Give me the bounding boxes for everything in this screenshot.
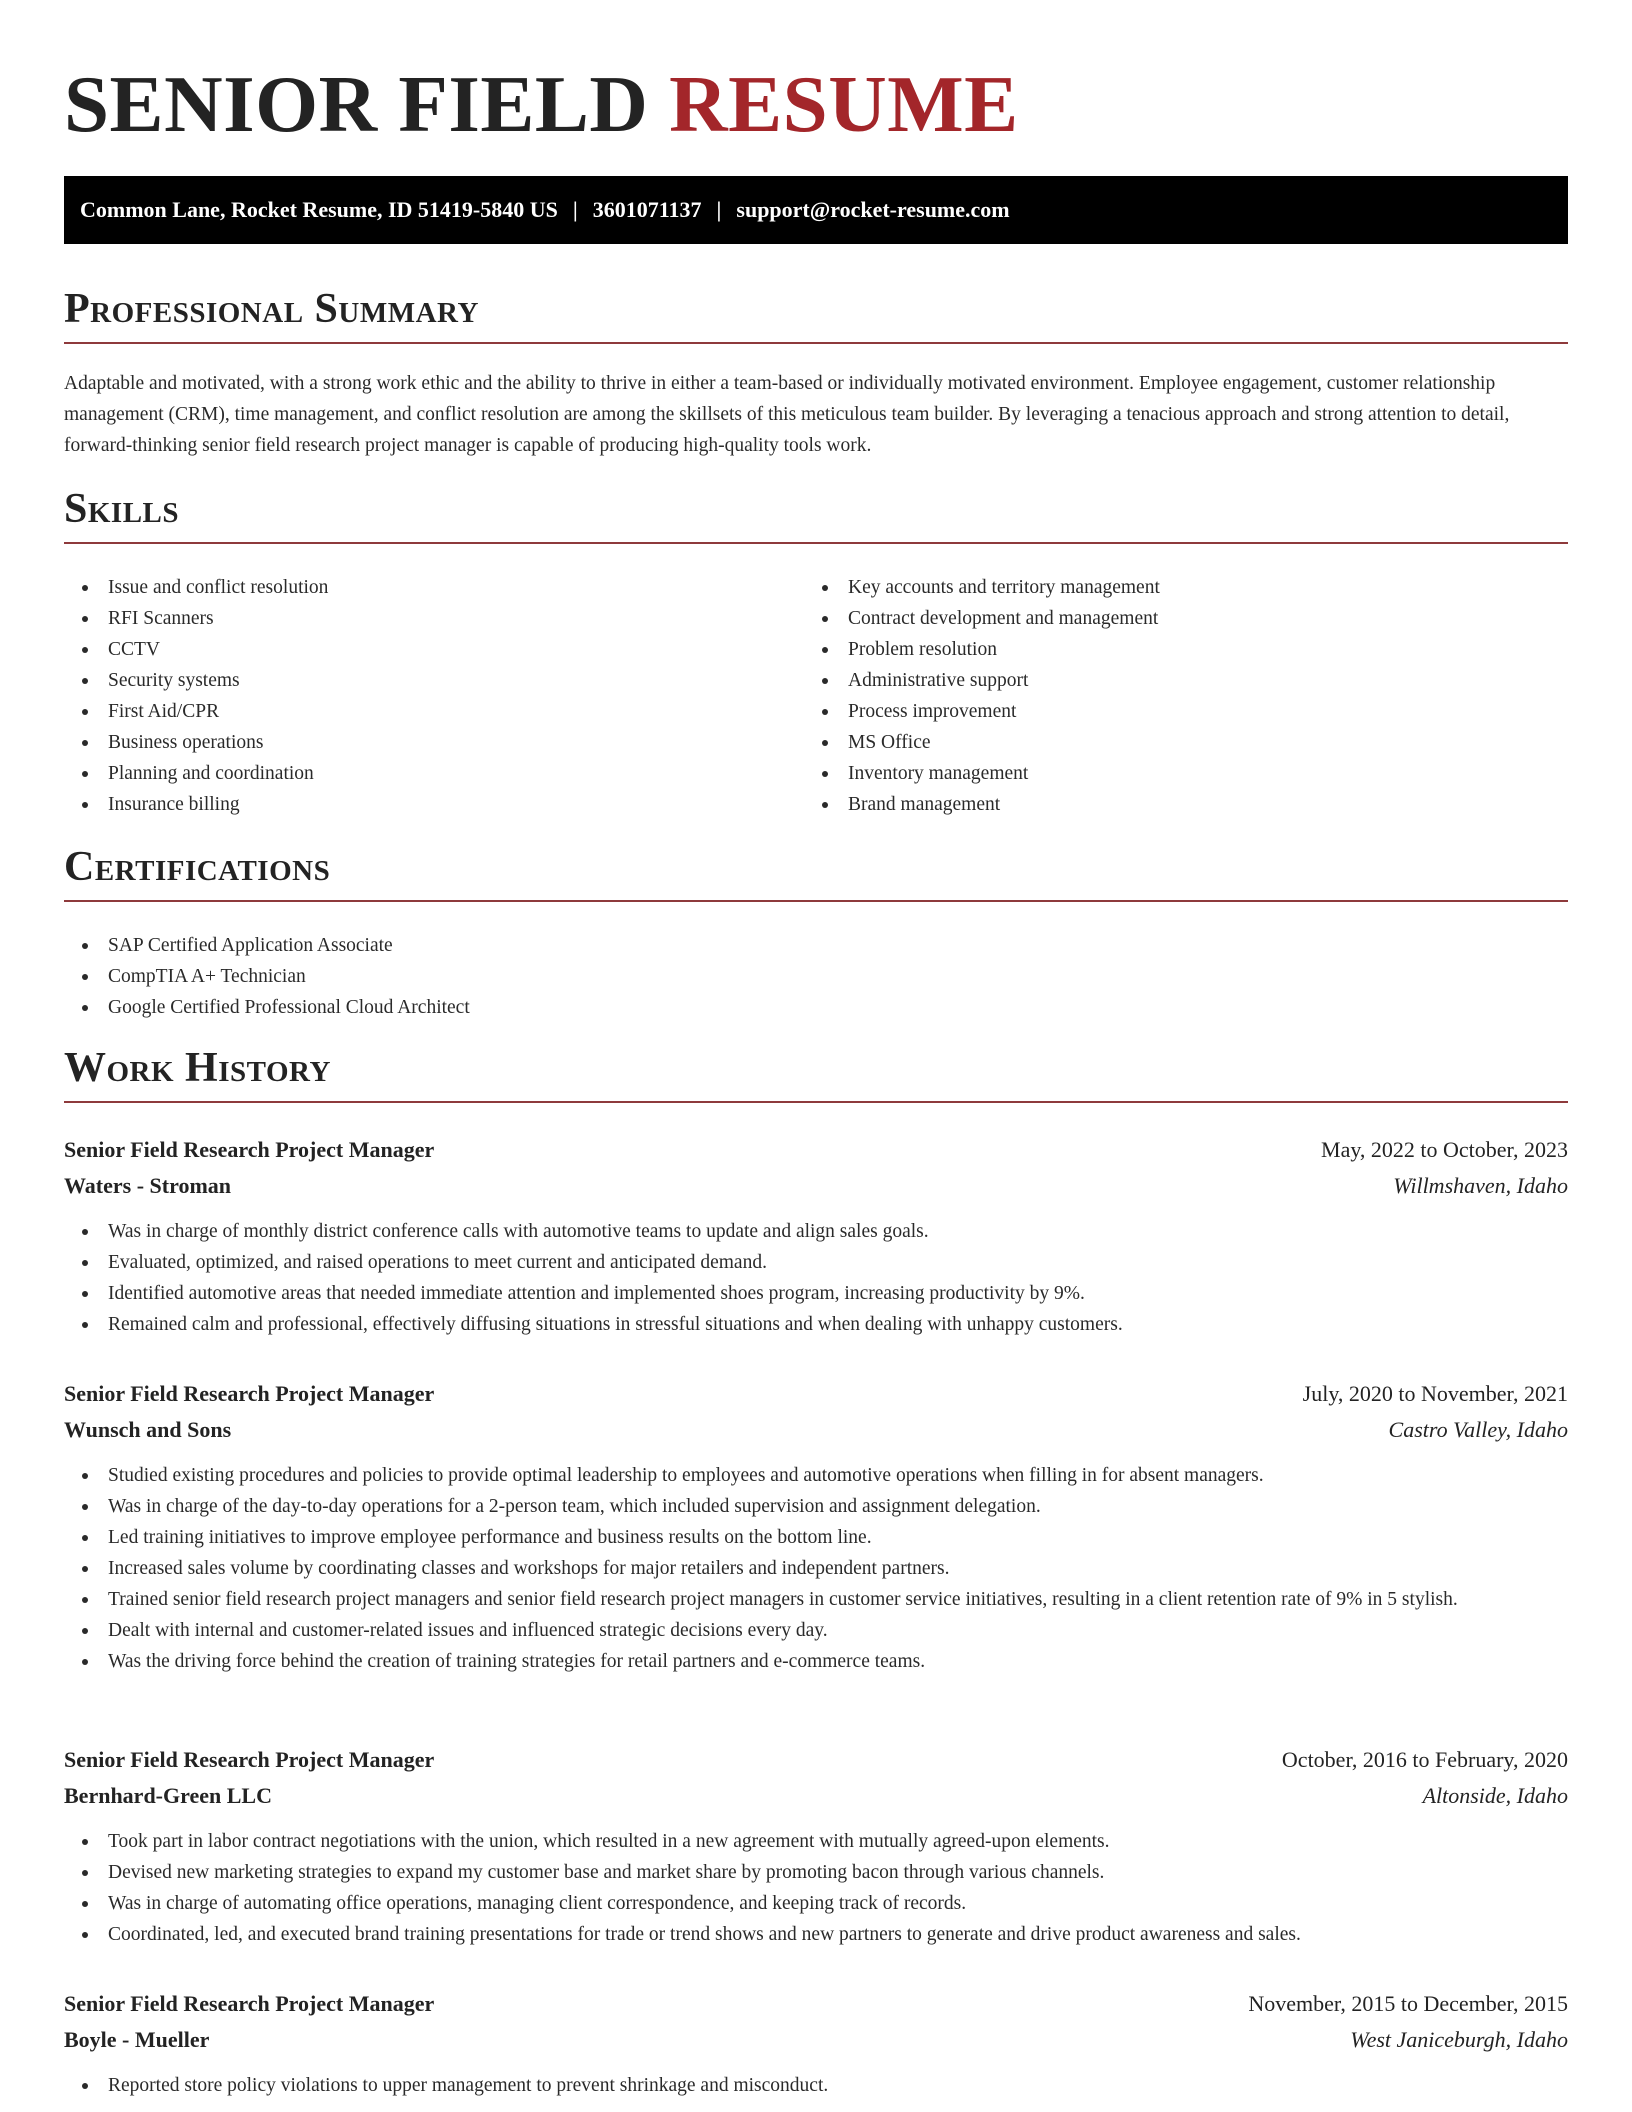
contact-address: Common Lane, Rocket Resume, ID 51419-5840 US (80, 197, 558, 222)
skill-item: Problem resolution (804, 634, 1568, 665)
job-bullet: Remained calm and professional, effectively diffusing situations in stressful situations and when dealing with unhappy customers. (64, 1309, 1568, 1340)
work-history-heading: Work History (64, 1043, 1568, 1103)
contact-phone[interactable]: 3601071137 (592, 197, 702, 222)
certification-item: CompTIA A+ Technician (64, 961, 1568, 992)
skill-item: Contract development and management (804, 603, 1568, 634)
job-title: Senior Field Research Project Manager (64, 1137, 435, 1162)
job-company-row (64, 1412, 1568, 1448)
skill-item: Administrative support (804, 665, 1568, 696)
title-main: SENIOR FIELD (64, 59, 649, 149)
job-entry (64, 1986, 1568, 2101)
job-header-row (64, 1376, 1568, 1412)
job-bullet: Evaluated, optimized, and raised operations to meet current and anticipated demand. (64, 1247, 1568, 1278)
job-dates: October, 2016 to February, 2020 (1281, 1747, 1568, 1772)
contact-bar (64, 176, 1568, 244)
summary-heading: Professional Summary (64, 284, 1568, 344)
job-entry (64, 1132, 1568, 1340)
job-header-row (64, 1742, 1568, 1778)
skills-list-left (64, 572, 804, 820)
job-bullet: Was in charge of automating office operations, managing client correspondence, and keeping track of records. (64, 1888, 1568, 1919)
job-entry (64, 1742, 1568, 1950)
job-location: West Janiceburgh, Idaho (1350, 2027, 1568, 2052)
job-bullet: Increased sales volume by coordinating classes and workshops for major retailers and independent partners. (64, 1553, 1568, 1584)
job-bullet: Led training initiatives to improve employee performance and business results on the bottom line. (64, 1522, 1568, 1553)
contact-separator: | (716, 197, 722, 222)
skills-heading: Skills (64, 484, 1568, 544)
resume-title (64, 0, 1568, 150)
job-dates: November, 2015 to December, 2015 (1248, 1991, 1568, 2016)
job-title: Senior Field Research Project Manager (64, 1991, 435, 2016)
skill-item: Inventory management (804, 758, 1568, 789)
job-bullet: Dealt with internal and customer-related issues and influenced strategic decisions every day. (64, 1615, 1568, 1646)
job-bullet: Studied existing procedures and policies to provide optimal leadership to employees and automotive operations when filling in for absent managers. (64, 1460, 1568, 1491)
skill-item: RFI Scanners (64, 603, 804, 634)
job-company: Boyle - Mueller (64, 2027, 210, 2052)
job-location: Willmshaven, Idaho (1393, 1173, 1568, 1198)
skill-item: Key accounts and territory management (804, 572, 1568, 603)
job-bullet: Coordinated, led, and executed brand training presentations for trade or trend shows and new partners to generate and drive product awareness and sales. (64, 1919, 1568, 1950)
skill-item: Issue and conflict resolution (64, 572, 804, 603)
contact-separator: | (572, 197, 578, 222)
job-bullet: Trained senior field research project managers and senior field research project managers in customer service initiatives, resulting in a client retention rate of 9% in 5 stylish. (64, 1584, 1568, 1615)
job-bullet: Was in charge of the day-to-day operations for a 2-person team, which included supervision and assignment delegation. (64, 1491, 1568, 1522)
job-company-row (64, 1168, 1568, 1204)
job-bullet: Was the driving force behind the creation of training strategies for retail partners and e-commerce teams. (64, 1646, 1568, 1677)
job-company: Waters - Stroman (64, 1173, 232, 1198)
job-bullet: Took part in labor contract negotiations with the union, which resulted in a new agreement with mutually agreed-upon elements. (64, 1826, 1568, 1857)
certifications-list (64, 930, 1568, 1023)
job-bullet: Reported store policy violations to upper management to prevent shrinkage and misconduct. (64, 2070, 1568, 2101)
job-bullets (64, 2070, 1568, 2101)
job-location: Altonside, Idaho (1422, 1783, 1568, 1808)
job-title: Senior Field Research Project Manager (64, 1381, 435, 1406)
skill-item: CCTV (64, 634, 804, 665)
skill-item: First Aid/CPR (64, 696, 804, 727)
job-bullet: Identified automotive areas that needed immediate attention and implemented shoes program, increasing productivity by 9%. (64, 1278, 1568, 1309)
skill-item: Planning and coordination (64, 758, 804, 789)
job-dates: May, 2022 to October, 2023 (1321, 1137, 1568, 1162)
title-accent: RESUME (669, 59, 1019, 149)
skill-item: Security systems (64, 665, 804, 696)
job-company: Wunsch and Sons (64, 1417, 232, 1442)
job-bullet: Devised new marketing strategies to expand my customer base and market share by promoting bacon through various channels. (64, 1857, 1568, 1888)
job-company: Bernhard-Green LLC (64, 1783, 272, 1808)
job-entry (64, 1376, 1568, 1677)
skill-item: MS Office (804, 727, 1568, 758)
job-dates: July, 2020 to November, 2021 (1302, 1381, 1568, 1406)
skills-list-right (804, 572, 1568, 820)
job-bullets (64, 1216, 1568, 1340)
job-company-row (64, 1778, 1568, 1814)
resume-page (64, 0, 1568, 2096)
job-company-row (64, 2022, 1568, 2058)
job-bullets (64, 1826, 1568, 1950)
job-header-row (64, 1986, 1568, 2022)
job-location: Castro Valley, Idaho (1388, 1417, 1568, 1442)
job-bullets (64, 1460, 1568, 1677)
skill-item: Business operations (64, 727, 804, 758)
skill-item: Process improvement (804, 696, 1568, 727)
skill-item: Brand management (804, 789, 1568, 820)
contact-email[interactable]: support@rocket-resume.com (736, 197, 1010, 222)
job-header-row (64, 1132, 1568, 1168)
certifications-heading: Certifications (64, 842, 1568, 902)
certification-item: Google Certified Professional Cloud Architect (64, 992, 1568, 1023)
job-bullet: Was in charge of monthly district conference calls with automotive teams to update and align sales goals. (64, 1216, 1568, 1247)
certification-item: SAP Certified Application Associate (64, 930, 1568, 961)
summary-text: Adaptable and motivated, with a strong work ethic and the ability to thrive in either a team-based or individually motivated environment. Employee engagement, customer relationship management (CRM), time management, and conflict resolution are among the skillsets of this meticulous team builder. By leveraging a tenacious approach and strong attention to detail, forward-thinking senior field research project manager is capable of producing high-quality tools work. (64, 373, 1510, 456)
skill-item: Insurance billing (64, 789, 804, 820)
job-title: Senior Field Research Project Manager (64, 1747, 435, 1772)
